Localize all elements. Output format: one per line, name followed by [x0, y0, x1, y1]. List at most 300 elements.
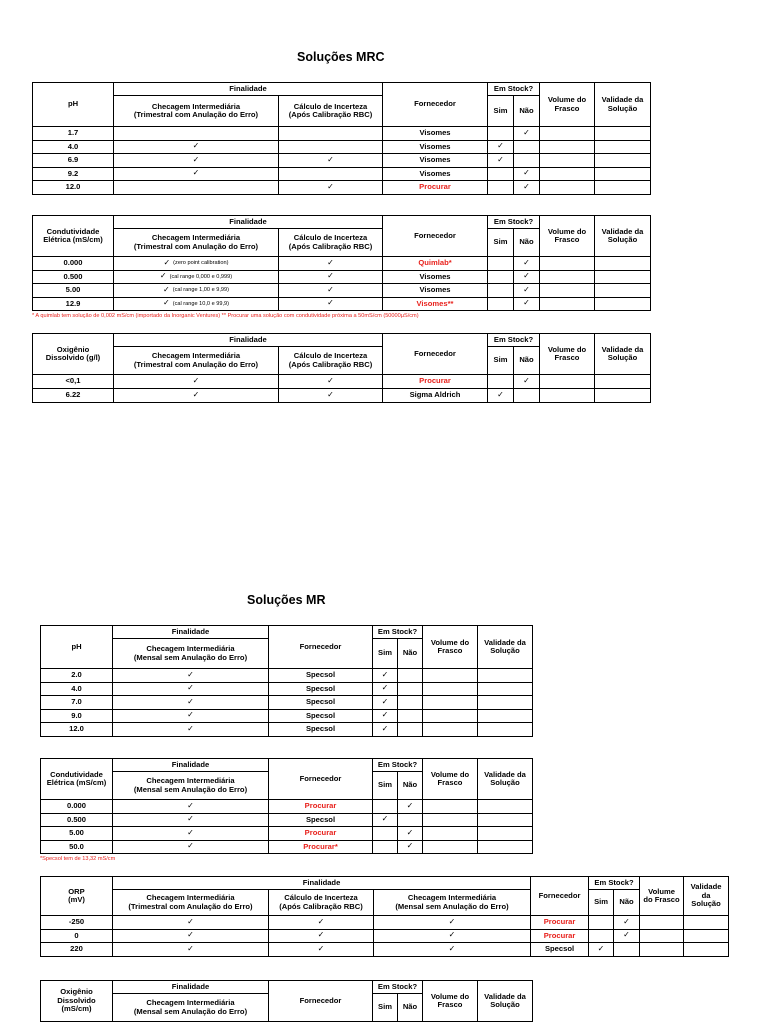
check-icon: ✓ — [448, 916, 456, 926]
mr-cond-table — [40, 758, 533, 854]
fornecedor-cell: Specsol — [269, 723, 373, 737]
sim-cell — [373, 669, 398, 683]
nao-header: Não — [614, 890, 640, 916]
table-row — [41, 682, 533, 696]
volume-cell — [540, 297, 595, 311]
col1-header: Checagem Intermediária (Mensal sem Anulação do Erro) — [113, 994, 269, 1022]
param-header: ORP (mV) — [41, 877, 113, 916]
table-row — [41, 709, 533, 723]
validade-cell — [478, 813, 533, 827]
fornecedor-header: Fornecedor — [383, 83, 488, 127]
table-row — [41, 800, 533, 814]
param-header: Oxigênio Dissolvido (g/l) — [33, 334, 114, 375]
fornecedor-cell: Specsol — [269, 669, 373, 683]
check-icon: ✓ — [163, 284, 170, 294]
finalidade-header: Finalidade — [114, 83, 383, 96]
sim-cell — [373, 827, 398, 841]
sim-cell — [488, 270, 514, 284]
check-icon: ✓ — [187, 696, 194, 706]
sim-cell — [488, 154, 514, 168]
fornecedor-cell: Specsol — [269, 696, 373, 710]
volume-cell — [540, 257, 595, 271]
col2-header: Cálculo de Incerteza (Após Calibração RBC) — [279, 347, 383, 375]
stock-header: Em Stock? — [488, 83, 540, 96]
sim-header: Sim — [488, 96, 514, 127]
validade-cell — [478, 827, 533, 841]
validade-cell — [595, 297, 651, 311]
sim-cell — [488, 127, 514, 141]
volume-cell — [540, 154, 595, 168]
fornecedor-cell: Specsol — [269, 709, 373, 723]
check-icon: ✓ — [317, 943, 325, 953]
c2-cell — [279, 389, 383, 403]
c2-cell — [269, 943, 374, 957]
validade-cell — [595, 127, 651, 141]
nao-cell — [514, 389, 540, 403]
col1-header: Checagem Intermediária (Trimestral com Anulação do Erro) — [114, 229, 279, 257]
range-note: (cal range 1,00 e 9,99) — [172, 287, 229, 294]
validade-header: Validade da Solução — [478, 981, 533, 1022]
validade-header: Validade da Solução — [595, 216, 651, 257]
value-cell: 0.500 — [33, 270, 114, 284]
col2-header: Cálculo de Incerteza (Após Calibração RBC) — [279, 229, 383, 257]
check-icon: ✓ — [406, 827, 414, 837]
c1-cell — [113, 696, 269, 710]
finalidade-header: Finalidade — [114, 216, 383, 229]
volume-cell — [423, 827, 478, 841]
volume-header: Volume do Frasco — [423, 626, 478, 669]
sim-cell — [373, 682, 398, 696]
sim-cell — [373, 723, 398, 737]
check-icon: ✓ — [327, 298, 334, 308]
fornecedor-cell: Visomes — [383, 167, 488, 181]
fornecedor-cell: Procurar — [269, 827, 373, 841]
c1-cell — [114, 257, 279, 271]
c1-cell — [114, 140, 279, 154]
table-row — [41, 943, 729, 957]
volume-cell — [540, 389, 595, 403]
table-row — [33, 375, 651, 389]
volume-header: Volume do Frasco — [423, 759, 478, 800]
col1-header: Checagem Intermediária (Trimestral com Anulação do Erro) — [113, 890, 269, 916]
nao-cell — [514, 270, 540, 284]
range-note: (zero point calibration) — [173, 260, 229, 267]
check-icon: ✓ — [497, 390, 504, 400]
volume-header: Volume do Frasco — [640, 877, 684, 916]
c2-cell — [279, 297, 383, 311]
validade-cell — [595, 284, 651, 298]
table-row — [41, 723, 533, 737]
nao-cell — [614, 929, 640, 943]
check-icon: ✓ — [623, 930, 630, 940]
fornecedor-cell: Quimlab* — [383, 257, 488, 271]
c2-cell — [269, 916, 374, 930]
validade-header: Validade da Solução — [478, 759, 533, 800]
stock-header: Em Stock? — [488, 334, 540, 347]
nao-cell — [398, 709, 423, 723]
check-icon: ✓ — [523, 376, 530, 386]
table-row — [33, 297, 651, 311]
mr-oxy-table — [40, 980, 533, 1022]
param-header: pH — [33, 83, 114, 127]
table-row — [33, 181, 651, 195]
sim-header: Sim — [488, 347, 514, 375]
sim-header: Sim — [373, 639, 398, 669]
volume-cell — [540, 127, 595, 141]
check-icon: ✓ — [187, 827, 194, 837]
fornecedor-cell: Specsol — [269, 682, 373, 696]
validade-cell — [478, 682, 533, 696]
c2-cell — [279, 270, 383, 284]
nao-cell — [398, 669, 423, 683]
c3-cell — [374, 929, 531, 943]
check-icon: ✓ — [317, 930, 325, 940]
col3-header: Checagem Intermediária (Mensal sem Anulação do Erro) — [374, 890, 531, 916]
c1-cell — [113, 800, 269, 814]
validade-cell — [595, 375, 651, 389]
check-icon: ✓ — [523, 127, 530, 137]
mr-title: Soluções MR — [247, 593, 326, 607]
volume-header: Volume do Frasco — [540, 334, 595, 375]
fornecedor-cell: Procurar — [269, 800, 373, 814]
validade-header: Validade da Solução — [478, 626, 533, 669]
col2-header: Cálculo de Incerteza (Após Calibração RBC) — [279, 96, 383, 127]
fornecedor-header: Fornecedor — [269, 981, 373, 1022]
check-icon: ✓ — [448, 943, 456, 953]
sim-cell — [488, 389, 514, 403]
stock-header: Em Stock? — [488, 216, 540, 229]
volume-cell — [423, 696, 478, 710]
volume-cell — [423, 723, 478, 737]
sim-cell — [373, 696, 398, 710]
check-icon: ✓ — [523, 168, 530, 178]
finalidade-header: Finalidade — [113, 877, 531, 890]
finalidade-header: Finalidade — [114, 334, 383, 347]
value-cell: 7.0 — [41, 696, 113, 710]
nao-cell — [514, 375, 540, 389]
c1-cell — [114, 284, 279, 298]
check-icon: ✓ — [327, 390, 334, 400]
value-cell: 12.0 — [33, 181, 114, 195]
check-icon: ✓ — [523, 271, 530, 281]
validade-cell — [684, 916, 729, 930]
volume-cell — [540, 375, 595, 389]
stock-header: Em Stock? — [373, 981, 423, 994]
value-cell: 220 — [41, 943, 113, 957]
fornecedor-header: Fornecedor — [269, 626, 373, 669]
check-icon: ✓ — [187, 841, 194, 851]
check-icon: ✓ — [381, 696, 389, 706]
volume-cell — [540, 140, 595, 154]
check-icon: ✓ — [327, 376, 334, 386]
volume-header: Volume do Frasco — [423, 981, 478, 1022]
c1-cell — [113, 929, 269, 943]
table-row — [33, 270, 651, 284]
validade-header: Validade da Solução — [595, 83, 651, 127]
finalidade-header: Finalidade — [113, 626, 269, 639]
validade-cell — [478, 800, 533, 814]
validade-cell — [595, 181, 651, 195]
mrc-ph-table — [32, 82, 651, 195]
check-icon: ✓ — [448, 930, 456, 940]
c1-cell — [114, 127, 279, 141]
check-icon: ✓ — [381, 710, 389, 720]
check-icon: ✓ — [381, 683, 389, 693]
check-icon: ✓ — [327, 271, 334, 281]
value-cell: 9.2 — [33, 167, 114, 181]
sim-cell — [373, 840, 398, 854]
c3-cell — [374, 916, 531, 930]
table-row — [33, 167, 651, 181]
check-icon: ✓ — [327, 154, 334, 164]
c3-cell — [374, 943, 531, 957]
check-icon: ✓ — [187, 930, 194, 940]
volume-cell — [423, 813, 478, 827]
c2-cell — [279, 375, 383, 389]
nao-cell — [514, 181, 540, 195]
sim-cell — [488, 297, 514, 311]
value-cell: 50.0 — [41, 840, 113, 854]
stock-header: Em Stock? — [589, 877, 640, 890]
value-cell: 6.9 — [33, 154, 114, 168]
nao-cell — [398, 800, 423, 814]
fornecedor-cell: Visomes — [383, 154, 488, 168]
nao-header: Não — [514, 347, 540, 375]
check-icon: ✓ — [187, 710, 194, 720]
fornecedor-cell: Procurar — [531, 916, 589, 930]
c1-cell — [114, 181, 279, 195]
check-icon: ✓ — [523, 298, 530, 308]
stock-header: Em Stock? — [373, 759, 423, 772]
nao-header: Não — [514, 96, 540, 127]
value-cell: 5.00 — [33, 284, 114, 298]
value-cell: -250 — [41, 916, 113, 930]
range-note: (cal range 10,0 e 99,9) — [172, 300, 229, 307]
check-icon: ✓ — [597, 943, 605, 953]
volume-cell — [423, 669, 478, 683]
nao-header: Não — [398, 639, 423, 669]
nao-cell — [514, 154, 540, 168]
validade-cell — [478, 840, 533, 854]
value-cell: 0.000 — [33, 257, 114, 271]
c2-cell — [279, 284, 383, 298]
validade-header: Validade da Solução — [595, 334, 651, 375]
c1-cell — [114, 270, 279, 284]
fornecedor-header: Fornecedor — [383, 334, 488, 375]
fornecedor-cell: Visomes — [383, 270, 488, 284]
check-icon: ✓ — [192, 141, 200, 151]
check-icon: ✓ — [381, 814, 389, 824]
mr-cond-footnote: *Specsol tem de 13,32 mS/cm — [40, 856, 116, 862]
c2-cell — [279, 140, 383, 154]
fornecedor-cell: Sigma Aldrich — [383, 389, 488, 403]
col2-header: Cálculo de Incerteza (Após Calibração RBC) — [269, 890, 374, 916]
c1-cell — [113, 827, 269, 841]
param-header: Condutividade Elétrica (mS/cm) — [41, 759, 113, 800]
check-icon: ✓ — [406, 841, 414, 851]
table-row — [41, 813, 533, 827]
sim-cell — [488, 375, 514, 389]
fornecedor-cell: Specsol — [531, 943, 589, 957]
c2-cell — [279, 181, 383, 195]
sim-header: Sim — [488, 229, 514, 257]
validade-header: Validade da Solução — [684, 877, 729, 916]
c1-cell — [113, 916, 269, 930]
sim-cell — [589, 916, 614, 930]
sim-cell — [589, 929, 614, 943]
volume-cell — [640, 943, 684, 957]
mrc-cond-table — [32, 215, 651, 311]
fornecedor-cell: Visomes — [383, 127, 488, 141]
volume-cell — [423, 800, 478, 814]
nao-cell — [514, 297, 540, 311]
sim-cell — [488, 284, 514, 298]
check-icon: ✓ — [192, 168, 200, 178]
nao-cell — [398, 696, 423, 710]
c1-cell — [113, 669, 269, 683]
nao-cell — [514, 140, 540, 154]
check-icon: ✓ — [497, 141, 504, 151]
nao-cell — [614, 943, 640, 957]
validade-cell — [595, 389, 651, 403]
col1-header: Checagem Intermediária (Trimestral com Anulação do Erro) — [114, 96, 279, 127]
nao-cell — [398, 827, 423, 841]
volume-cell — [540, 270, 595, 284]
c2-cell — [279, 154, 383, 168]
value-cell: 4.0 — [41, 682, 113, 696]
c1-cell — [113, 723, 269, 737]
sim-cell — [589, 943, 614, 957]
value-cell: 12.0 — [41, 723, 113, 737]
fornecedor-cell: Visomes** — [383, 297, 488, 311]
validade-cell — [595, 167, 651, 181]
volume-cell — [540, 181, 595, 195]
col1-header: Checagem Intermediária (Mensal sem Anulação do Erro) — [113, 639, 269, 669]
value-cell: 9.0 — [41, 709, 113, 723]
c1-cell — [114, 167, 279, 181]
sim-cell — [373, 813, 398, 827]
c2-cell — [269, 929, 374, 943]
table-row — [41, 696, 533, 710]
c1-cell — [114, 389, 279, 403]
mr-orp-table — [40, 876, 729, 957]
sim-header: Sim — [589, 890, 614, 916]
check-icon: ✓ — [523, 257, 530, 267]
table-row — [41, 669, 533, 683]
value-cell: 6.22 — [33, 389, 114, 403]
col1-header: Checagem Intermediária (Mensal sem Anulação do Erro) — [113, 772, 269, 800]
nao-cell — [398, 682, 423, 696]
c1-cell — [114, 297, 279, 311]
validade-cell — [478, 723, 533, 737]
stock-header: Em Stock? — [373, 626, 423, 639]
fornecedor-cell: Procurar* — [269, 840, 373, 854]
volume-cell — [540, 284, 595, 298]
mrc-title: Soluções MRC — [297, 50, 385, 64]
sim-cell — [488, 257, 514, 271]
table-row — [33, 257, 651, 271]
check-icon: ✓ — [187, 800, 194, 810]
c1-cell — [114, 375, 279, 389]
finalidade-header: Finalidade — [113, 759, 269, 772]
fornecedor-cell: Visomes — [383, 140, 488, 154]
value-cell: 12.9 — [33, 297, 114, 311]
check-icon: ✓ — [406, 800, 414, 810]
volume-cell — [423, 682, 478, 696]
c1-cell — [113, 943, 269, 957]
range-note: (cal range 0,000 e 0,999) — [169, 273, 233, 280]
value-cell: 0.000 — [41, 800, 113, 814]
check-icon: ✓ — [192, 390, 200, 400]
check-icon: ✓ — [327, 257, 334, 267]
volume-cell — [423, 840, 478, 854]
sim-header: Sim — [373, 772, 398, 800]
check-icon: ✓ — [523, 181, 530, 191]
check-icon: ✓ — [497, 154, 504, 164]
sim-cell — [373, 800, 398, 814]
nao-cell — [514, 127, 540, 141]
table-row — [41, 840, 533, 854]
check-icon: ✓ — [192, 154, 200, 164]
table-row — [41, 827, 533, 841]
fornecedor-cell: Visomes — [383, 284, 488, 298]
fornecedor-cell: Procurar — [383, 375, 488, 389]
c1-cell — [114, 154, 279, 168]
check-icon: ✓ — [187, 943, 194, 953]
value-cell: 1.7 — [33, 127, 114, 141]
volume-header: Volume do Frasco — [540, 216, 595, 257]
check-icon: ✓ — [163, 257, 171, 267]
fornecedor-header: Fornecedor — [383, 216, 488, 257]
nao-cell — [398, 723, 423, 737]
sim-cell — [488, 167, 514, 181]
fornecedor-header: Fornecedor — [269, 759, 373, 800]
validade-cell — [478, 696, 533, 710]
c2-cell — [279, 167, 383, 181]
value-cell: 4.0 — [33, 140, 114, 154]
validade-cell — [595, 270, 651, 284]
check-icon: ✓ — [381, 669, 389, 679]
check-icon: ✓ — [317, 916, 325, 926]
validade-cell — [684, 943, 729, 957]
check-icon: ✓ — [159, 271, 167, 281]
nao-cell — [398, 813, 423, 827]
param-header: Condutividade Elétrica (mS/cm) — [33, 216, 114, 257]
value-cell: 0.500 — [41, 813, 113, 827]
c2-cell — [279, 257, 383, 271]
table-row — [33, 154, 651, 168]
c1-cell — [113, 813, 269, 827]
c2-cell — [279, 127, 383, 141]
fornecedor-cell: Specsol — [269, 813, 373, 827]
fornecedor-header: Fornecedor — [531, 877, 589, 916]
nao-cell — [514, 167, 540, 181]
volume-cell — [640, 916, 684, 930]
validade-cell — [595, 257, 651, 271]
check-icon: ✓ — [187, 669, 194, 679]
nao-cell — [398, 840, 423, 854]
check-icon: ✓ — [163, 298, 170, 308]
table-row — [33, 127, 651, 141]
value-cell: 2.0 — [41, 669, 113, 683]
finalidade-header: Finalidade — [113, 981, 269, 994]
validade-cell — [595, 154, 651, 168]
table-row — [33, 140, 651, 154]
mrc-oxy-table — [32, 333, 651, 403]
nao-header: Não — [398, 772, 423, 800]
check-icon: ✓ — [187, 683, 194, 693]
sim-cell — [373, 709, 398, 723]
